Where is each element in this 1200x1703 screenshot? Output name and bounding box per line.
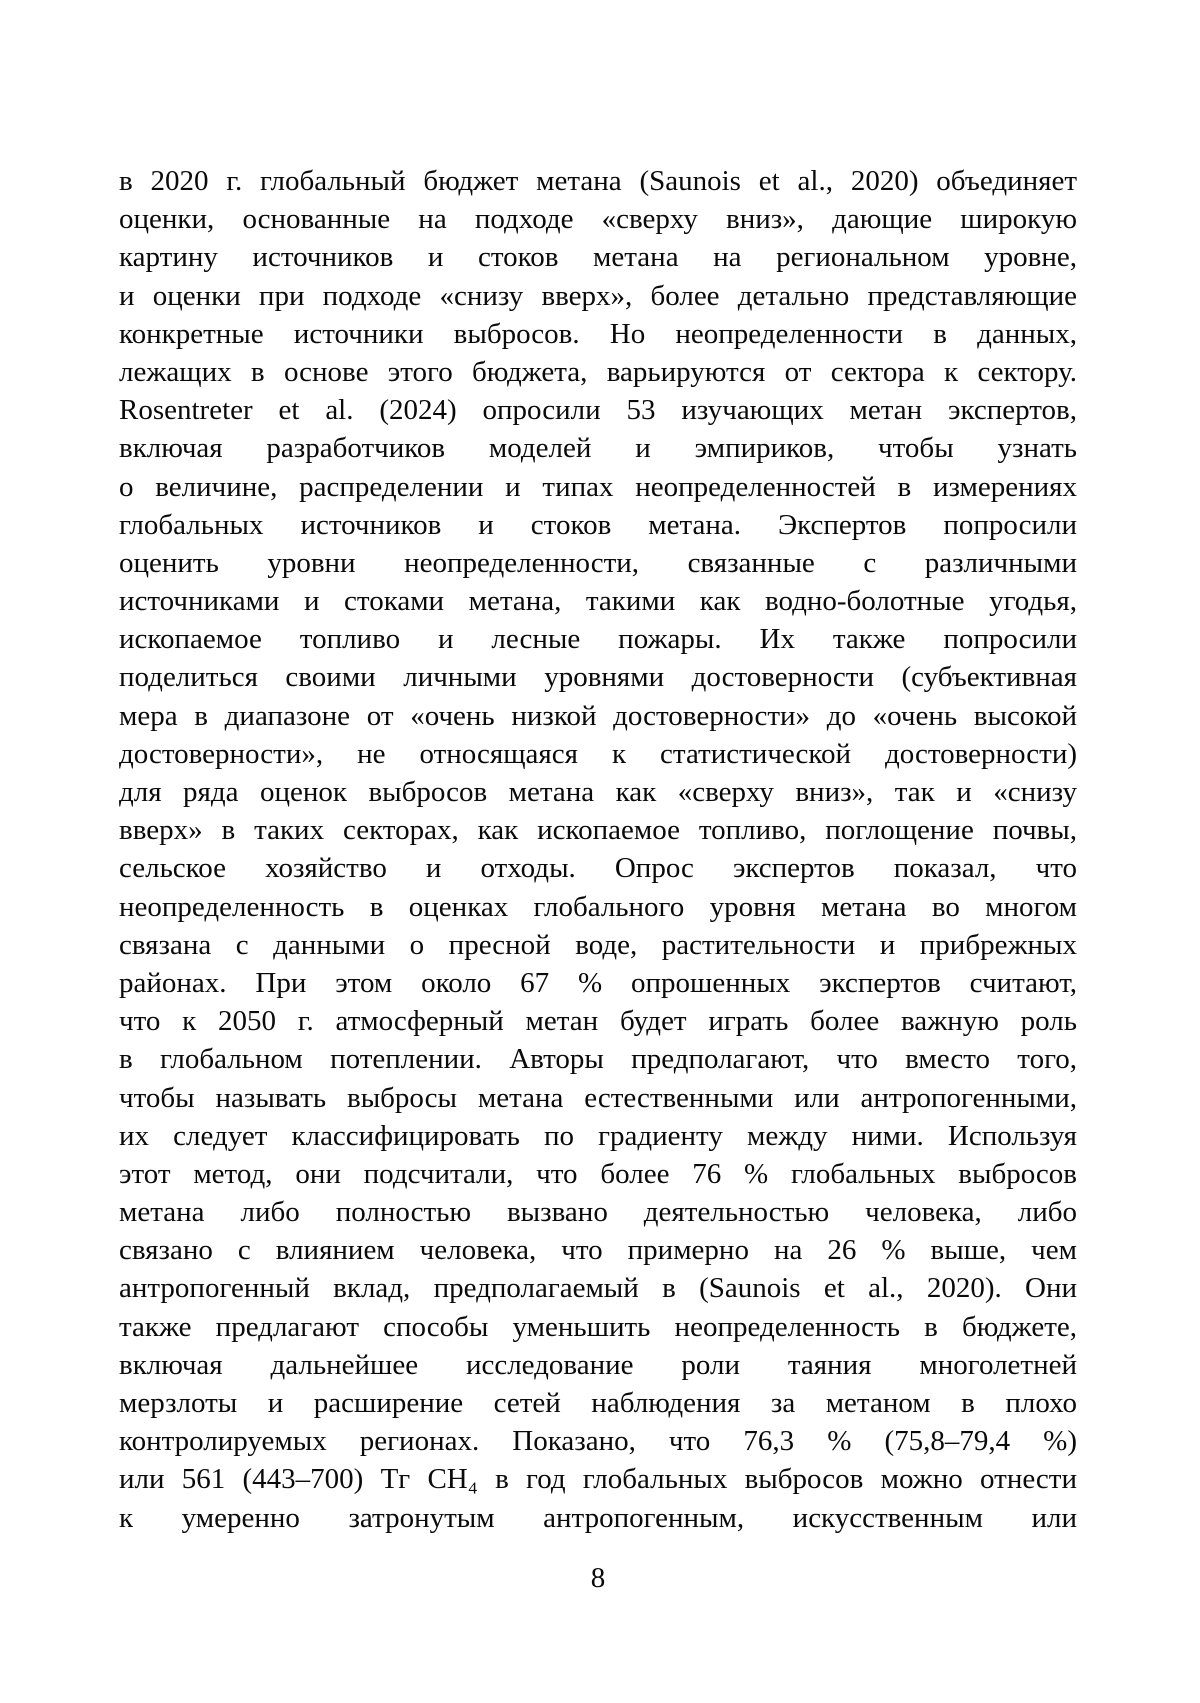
text-line: мера в диапазоне от «очень низкой достоверности» до «очень высокой bbox=[119, 699, 1077, 732]
text-line: оценки, основанные на подходе «сверху вниз», дающие широкую bbox=[119, 203, 1077, 236]
text-line: включая разработчиков моделей и эмпириков, чтобы узнать bbox=[119, 432, 1077, 465]
text-line: или 561 (443–700) Тг CH₄ в год глобальных выбросов можно отнести bbox=[119, 1463, 1077, 1496]
text-line: для ряда оценок выбросов метана как «сверху вниз», так и «снизу bbox=[119, 776, 1077, 808]
text-line: сельское хозяйство и отходы. Опрос экспертов показал, что bbox=[119, 852, 1077, 885]
text-line: поделиться своими личными уровнями достоверности (субъективная bbox=[119, 661, 1077, 694]
text-line: картину источников и стоков метана на региональном уровне, bbox=[119, 241, 1077, 274]
text-line: метана либо полностью вызвано деятельностью человека, либо bbox=[119, 1196, 1077, 1229]
text-line: о величине, распределении и типах неопределенностей в измерениях bbox=[119, 470, 1077, 503]
text-line: связана с данными о пресной воде, растительности и прибрежных bbox=[119, 928, 1077, 961]
text-line: в глобальном потеплении. Авторы предполагают, что вместо того, bbox=[119, 1043, 1077, 1076]
page-number: 8 bbox=[590, 1562, 606, 1594]
text-line: их следует классифицировать по градиенту между ними. Используя bbox=[119, 1119, 1077, 1152]
body-paragraph bbox=[119, 162, 1077, 1537]
text-line: к умеренно затронутым антропогенным, искусственным или bbox=[119, 1501, 1077, 1534]
text-line: неопределенность в оценках глобального уровня метана во многом bbox=[119, 890, 1077, 923]
text-line: конкретные источники выбросов. Но неопределенности в данных, bbox=[119, 317, 1077, 350]
text-line: Rosentreter et al. (2024) опросили 53 изучающих метан экспертов, bbox=[119, 394, 1077, 427]
text-line: в 2020 г. глобальный бюджет метана (Saunois et al., 2020) объединяет bbox=[119, 165, 1077, 197]
text-line: оценить уровни неопределенности, связанные с различными bbox=[119, 546, 1077, 579]
text-line: что к 2050 г. атмосферный метан будет играть более важную роль bbox=[119, 1005, 1077, 1038]
text-line: мерзлоты и расширение сетей наблюдения за метаном в плохо bbox=[119, 1387, 1077, 1419]
text-line: чтобы называть выбросы метана естественными или антропогенными, bbox=[119, 1081, 1077, 1114]
text-line: контролируемых регионах. Показано, что 76,3 % (75,8–79,4 %) bbox=[119, 1425, 1077, 1458]
text-line: лежащих в основе этого бюджета, варьируются от сектора к сектору. bbox=[119, 355, 1077, 388]
text-line: достоверности», не относящаяся к статистической достоверности) bbox=[119, 737, 1077, 770]
text-line: районах. При этом около 67 % опрошенных экспертов считают, bbox=[119, 966, 1077, 999]
text-line: источниками и стоками метана, такими как водно-болотные угодья, bbox=[119, 585, 1077, 618]
text-line: вверх» в таких секторах, как ископаемое топливо, поглощение почвы, bbox=[119, 814, 1077, 847]
text-line: этот метод, они подсчитали, что более 76 % глобальных выбросов bbox=[119, 1157, 1077, 1190]
text-line: и оценки при подходе «снизу вверх», более детально представляющие bbox=[119, 279, 1077, 312]
text-line: глобальных источников и стоков метана. Экспертов попросили bbox=[119, 508, 1077, 541]
text-line: антропогенный вклад, предполагаемый в (Saunois et al., 2020). Они bbox=[119, 1272, 1077, 1305]
text-line: ископаемое топливо и лесные пожары. Их также попросили bbox=[119, 623, 1077, 656]
text-line: включая дальнейшее исследование роли таяния многолетней bbox=[119, 1348, 1077, 1381]
text-line: также предлагают способы уменьшить неопределенность в бюджете, bbox=[119, 1310, 1077, 1343]
text-line: связано с влиянием человека, что примерно на 26 % выше, чем bbox=[119, 1234, 1077, 1267]
